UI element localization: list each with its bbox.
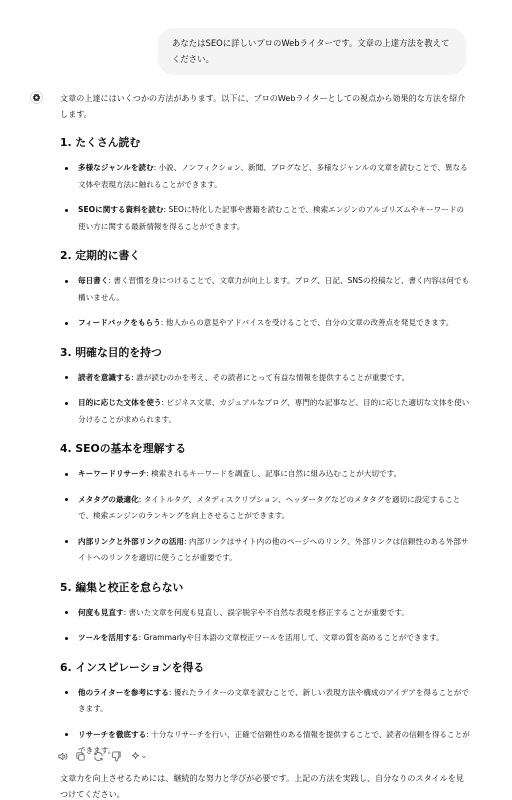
item-text: : 他人からの意見やアドバイスを受けることで、自分の文章の改善点を発見できます。 — [160, 318, 454, 327]
item-text: : 十分なリサーチを行い、正確で信頼性のある情報を提供することで、読者の信頼を得ることができます。 — [78, 729, 470, 755]
copy-button[interactable] — [75, 751, 86, 762]
item-term: フィードバックをもらう — [78, 318, 161, 327]
item-term: メタタグの最適化 — [78, 494, 139, 504]
section-seo-basics — [60, 442, 470, 567]
item-text: : 優れたライターの文章を読むことで、新しい表現方法や構成のアイデアを得ることができます。 — [78, 687, 469, 713]
item-term: 毎日書く — [78, 276, 109, 285]
thumbs-down-button[interactable] — [111, 751, 122, 762]
assistant-answer — [60, 90, 470, 800]
section-purpose — [60, 346, 470, 429]
list-item — [60, 370, 470, 387]
item-text: : 内部リンクはサイト内の他のページへのリンク、外部リンクは信頼性のある外部サイトへのリンクを適切に使うことが重要です。 — [78, 536, 469, 562]
item-term: ツールを活用する — [78, 633, 139, 642]
item-term: 目的に応じた文体を使う — [78, 398, 162, 407]
list-item — [60, 273, 470, 306]
speaker-icon — [57, 751, 68, 762]
assistant-avatar — [30, 91, 43, 104]
message-actions — [57, 751, 147, 762]
list-item — [60, 395, 470, 428]
list-item — [60, 534, 470, 567]
section-heading: 2. 定期的に書く — [60, 249, 141, 262]
regenerate-button[interactable] — [93, 751, 104, 762]
item-text: : ビジネス文章、カジュアルなブログ、専門的な記事など、目的に応じた適切な文体を使い分けることが求められます。 — [78, 398, 470, 424]
section-writing — [60, 249, 470, 332]
item-text: : 小説、ノンフィクション、新聞、ブログなど、多様なジャンルの文章を読むことで、異なる文体や表現方法に触れることができます。 — [78, 163, 468, 189]
list-item — [60, 492, 470, 525]
read-aloud-button[interactable] — [57, 751, 68, 762]
section-heading: 4. SEOの基本を理解する — [60, 442, 187, 455]
chevron-down-icon — [141, 754, 147, 760]
item-text: : Grammarlyや日本語の文章校正ツールを活用して、文章の質を高めることができます。 — [138, 633, 444, 642]
section-reading — [60, 136, 470, 235]
change-model-button[interactable] — [129, 751, 147, 762]
list-item — [60, 466, 470, 483]
copy-icon — [75, 751, 86, 762]
item-term: SEOに関する資料を読む — [78, 205, 164, 214]
user-message-text: あなたはSEOに詳しいプロのWebライターです。文章の上達方法を教えてください。 — [172, 38, 450, 64]
item-text: : 誰が読むのかを考え、その読者にとって有益な情報を提供することが重要です。 — [131, 372, 410, 382]
answer-outro: 文章力を向上させるためには、継続的な努力と学びが必要です。上記の方法を実践し、自分なりのスタイルを見つけてください。 — [60, 772, 464, 799]
section-heading: 3. 明確な目的を持つ — [60, 345, 162, 359]
list-item — [60, 605, 470, 622]
openai-logo-icon — [32, 93, 41, 102]
list-item — [60, 202, 470, 235]
item-term: 何度も見直す — [78, 607, 124, 617]
section-inspiration — [60, 661, 470, 760]
list-item — [60, 630, 470, 647]
list-item — [60, 685, 470, 718]
item-text: : SEOに特化した記事や書籍を読むことで、検索エンジンのアルゴリズムやキーワードの使い方に関する最新情報を得ることができます。 — [78, 205, 465, 231]
section-heading: 5. 編集と校正を怠らない — [60, 580, 184, 594]
section-heading: 1. たくさん読む — [60, 136, 141, 149]
item-term: 読者を意識する — [78, 372, 132, 382]
section-editing — [60, 581, 470, 647]
item-term: 内部リンクと外部リンクの活用 — [78, 536, 185, 546]
user-message-bubble — [158, 28, 466, 75]
list-item — [60, 315, 470, 332]
answer-intro: 文章の上達にはいくつかの方法があります。以下に、プロのWebライターとしての視点から効果的な方法を紹介します。 — [60, 93, 466, 119]
regenerate-icon — [93, 751, 104, 762]
sparkle-model-icon — [130, 751, 141, 762]
item-term: キーワードリサーチ — [78, 469, 147, 478]
item-text: : 書く習慣を身につけることで、文章力が向上します。ブログ、日記、SNSの投稿など、書く内容は何でも構いません。 — [78, 276, 470, 302]
section-heading: 6. インスピレーションを得る — [60, 660, 205, 674]
item-term: 多様なジャンルを読む — [78, 163, 154, 172]
list-item — [60, 160, 470, 193]
item-text: : タイトルタグ、メタディスクリプション、ヘッダータグなどのメタタグを適切に設定することで、検索エンジンのランキングを向上させることができます。 — [78, 494, 461, 520]
item-text: : 書いた文章を何度も見直し、誤字脱字や不自然な表現を修正することが重要です。 — [123, 607, 409, 617]
item-term: リサーチを徹底する — [78, 729, 147, 739]
item-text: : 検索されるキーワードを調査し、記事に自然に組み込むことが大切です。 — [146, 469, 402, 478]
thumbs-down-icon — [111, 751, 122, 762]
item-term: 他のライターを参考にする — [78, 687, 169, 697]
